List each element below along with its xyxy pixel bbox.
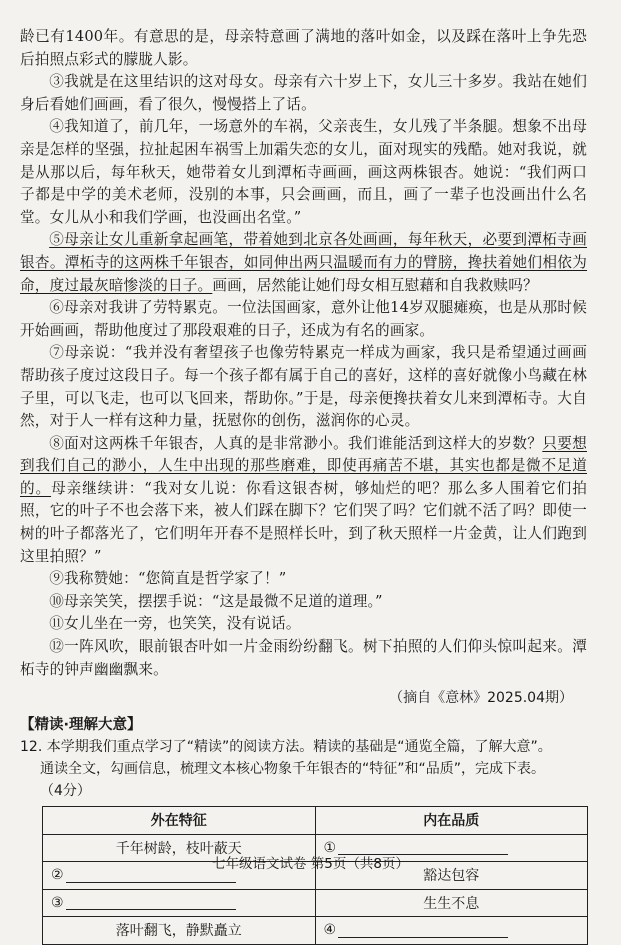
source-citation: （摘自《意林》2025.04期） xyxy=(389,690,573,707)
section-title: 【精读·理解大意】 xyxy=(20,717,142,734)
text-segment: ⑪女儿坐在一旁，也笑笑，没有说话。 xyxy=(49,615,301,633)
question-score: （4分） xyxy=(40,783,91,800)
paragraph xyxy=(20,71,587,116)
header-external-features: 外在特征 xyxy=(43,807,316,835)
question-line-2: 通读全文，勾画信息，梳理文本核心物象千年银杏的“特征”和“品质”，完成下表。 xyxy=(40,761,546,778)
cell-feature-3[interactable] xyxy=(43,889,316,917)
answer-blank-3[interactable] xyxy=(66,895,236,910)
underlined-sentence: 潭柘寺的这两株千年银杏，如同伸出两只温暖而有力的臂膀，搀扶着她们相依为命，度过最灰暗惨淡的日子。 xyxy=(20,253,587,294)
paragraph xyxy=(20,636,587,681)
answer-blank-4[interactable] xyxy=(338,923,508,938)
blank-marker: ② xyxy=(51,867,64,884)
cell-quality-3: 生生不息 xyxy=(315,889,588,917)
blank-marker: ① xyxy=(323,839,337,856)
paragraph xyxy=(20,116,587,229)
paragraph xyxy=(20,26,587,71)
page-footer: 七年级语文试卷 第5页（共8页） xyxy=(212,856,409,872)
text-segment: 母亲继续讲：“我对女儿说：你看这银杏树，够灿烂的吧？那么多人围着它们拍照，它的叶子不也会落下来，被人们踩在脚下？它们哭了吗？它们就不活了吗？即使一树的叶子都落光了，它们明年开春不是照样长叶，到了秋天照样一片金黄，让人们跑到这里拍照？” xyxy=(20,479,587,565)
text-segment: ⑦母亲说：“我并没有奢望孩子也像劳特累克一样成为画家，我只是希望通过画画帮助孩子度过这段日子。每一个孩子都有属于自己的喜好，这样的喜好就像小鸟藏在林子里，可以飞走，也可以飞回来，帮助你。”于是，母亲便搀扶着女儿来到潭柘寺。大自然，对于人一样有这种力量，抚慰你的创伤，滋润你的心灵。 xyxy=(20,344,587,430)
paragraph xyxy=(20,613,587,636)
table-header-row xyxy=(43,807,588,835)
cell-feature-4: 落叶翻飞，静默矗立 xyxy=(43,917,316,945)
text-segment: ⑧面对这两株千年银杏，人真的是非常渺小。我们谁能活到这样大的岁数？ xyxy=(49,434,543,452)
text-segment: ④我知道了，前几年，一场意外的车祸，父亲丧生，女儿残了半条腿。想象不出母亲是怎样的坚强，拉扯起困车祸雪上加霜失恋的女儿，面对现实的残酷。她对我说，就是从那以后，每年秋天，她带着女儿到潭柘寺画画，画这两株银杏。她说：“我们两口子都是中学的美术老师，没别的本事，只会画画，而且，画了一辈子也没画出什么名堂。女儿从小和我们学画，也没画出名堂。” xyxy=(20,118,587,226)
paragraph xyxy=(20,433,587,569)
blank-marker: ③ xyxy=(51,894,64,911)
paragraph xyxy=(20,591,587,614)
underlined-sentence: ⑤母亲让女儿重新拿起画笔，带着她到北京各处画画，每年秋天，必要到潭柘寺画银杏。 xyxy=(20,231,587,271)
table-row xyxy=(43,917,588,945)
question-line-1: 12. 本学期我们重点学习了“精读”的阅读方法。精读的基础是“通览全篇，了解大意”。 xyxy=(20,739,552,756)
cell-quality-2: 豁达包容 xyxy=(315,862,588,890)
cell-quality-4[interactable] xyxy=(315,917,588,945)
text-segment: ⑥母亲对我讲了劳特累克。一位法国画家，意外让他14岁双腿瘫痪，也是从那时候开始画画，帮助他度过了那段艰难的日子，还成为有名的画家。 xyxy=(20,299,587,339)
cell-feature-1: 千年树龄，枝叶蔽天 xyxy=(43,834,316,862)
text-segment: ⑫一阵风吹，眼前银杏叶如一片金雨纷纷翻飞。树下拍照的人们仰头惊叫起来。潭柘寺的钟声幽幽飘来。 xyxy=(20,638,587,678)
reading-passage xyxy=(20,26,587,681)
text-segment: 龄已有1400年。有意思的是，母亲特意画了满地的落叶如金，以及踩在落叶上争先恐后拍照点彩式的朦胧人影。 xyxy=(20,28,587,68)
text-segment: ⑨我称赞她：“您简直是哲学家了！” xyxy=(49,570,287,588)
paragraph xyxy=(20,297,587,342)
blank-marker: ④ xyxy=(323,922,337,939)
paragraph xyxy=(20,229,587,297)
header-internal-qualities: 内在品质 xyxy=(315,807,588,835)
underlined-sentence: 只要想到我们自己的渺小，人生中出现的那些磨难，即使再痛苦不堪，其实也都是微不足道的。 xyxy=(20,434,587,497)
question-12 xyxy=(20,736,587,802)
text-segment: ⑩母亲笑笑，摆摆手说：“这是最微不足道的道理。” xyxy=(49,592,383,610)
answer-table xyxy=(42,806,588,945)
paragraph xyxy=(20,342,587,432)
text-segment: 画画，居然能让她们母女相互慰藉和自我救赎吗？ xyxy=(212,276,538,294)
table-row xyxy=(43,889,588,917)
paragraph xyxy=(20,568,587,591)
text-segment: ③我就是在这里结识的这对母女。母亲有六十岁上下，女儿三十多岁。我站在她们身后看她们画画，看了很久，慢慢搭上了话。 xyxy=(20,73,587,113)
